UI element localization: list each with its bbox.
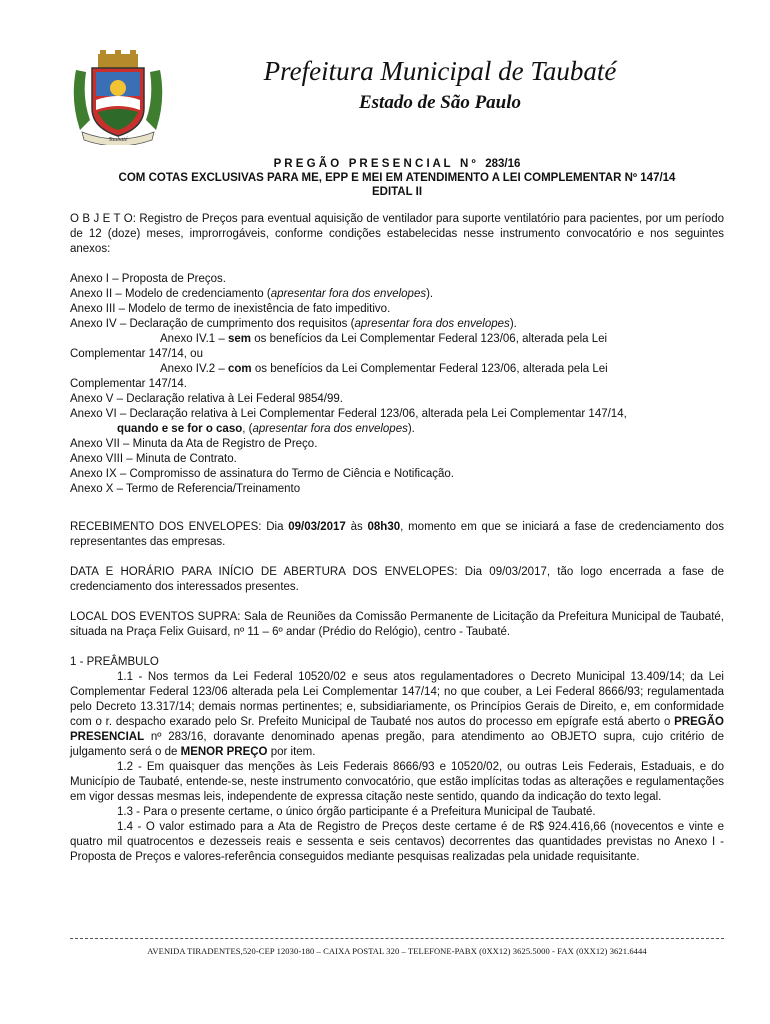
anexo-6: Anexo VI – Declaração relativa à Lei Complementar Federal 123/06, alterada pela Lei Complementar 147/14,: [70, 408, 627, 420]
anexo-4: Anexo IV – Declaração de cumprimento dos requisitos (apresentar fora dos envelopes).: [70, 318, 517, 330]
cotas-heading: COM COTAS EXCLUSIVAS PARA ME, EPP E MEI EM ATENDIMENTO A LEI COMPLEMENTAR Nº 147/14: [118, 172, 676, 184]
anexo-2: Anexo II – Modelo de credenciamento (apresentar fora dos envelopes).: [70, 288, 434, 300]
anexo-3: Anexo III – Modelo de termo de inexistência de fato impeditivo.: [70, 303, 391, 315]
anexo-1: Anexo I – Proposta de Preços.: [70, 273, 226, 285]
preambulo-1-2: 1.2 - Em quaisquer das menções às Leis Federais 8666/93 e 10520/02, ou outras Leis Federais, Estaduais, e do Município de Taubaté, entende-se, neste instrumento convocatório, que estão implícitas todas as alterações e regulamentações em vigor dessas mesmas leis, independente de expressa citação neste sentido, quando da indicação do texto legal.: [70, 761, 724, 803]
anexo-8: Anexo VIII – Minuta de Contrato.: [70, 453, 237, 465]
local-paragraph: LOCAL DOS EVENTOS SUPRA: Sala de Reuniões da Comissão Permanente de Licitação da Prefeitura Municipal de Taubaté, situada na Praça Felix Guisard, nº 11 – 6º andar (Prédio do Relógio), centro - Taubaté.: [70, 611, 724, 638]
municipal-crest-logo: [68, 50, 168, 145]
preambulo-1-3: 1.3 - Para o presente certame, o único órgão participante é a Prefeitura Municipal de Taubaté.: [117, 806, 596, 818]
footer-divider: [70, 938, 724, 939]
anexo-9: Anexo IX – Compromisso de assinatura do Termo de Ciência e Notificação.: [70, 468, 454, 480]
page-subtitle: Estado de São Paulo: [358, 92, 522, 113]
preambulo-1-1: 1.1 - Nos termos da Lei Federal 10520/02 e seus atos regulamentadores o Decreto Municipal 13.409/14; da Lei Complementar Federal 123/06 alterada pela Lei Complementar 147/14; no que couber, a Lei Federal 8666/93; regulamentada pelo Decreto 13.317/14; demais normas pertinentes; e, subsidiariamente, os Princípios Gerais de Direito, e, em conformidade com o r. despacho exarado pelo Sr. Prefeito Municipal de Taubaté nos autos do processo em epígrafe está aberto o PREGÃO PRESENCIAL nº 283/16, doravante denominado apenas pregão, para atendimento ao OBJETO supra, cujo critério de julgamento será o de MENOR PREÇO por item.: [70, 671, 724, 758]
footer-address: AVENIDA TIRADENTES,520-CEP 12030-180 – CAIXA POSTAL 320 – TELEFONE-PABX (0XX12) 3625.5000 - FAX (0XX12) 3621.6444: [147, 946, 647, 956]
anexo-7: Anexo VII – Minuta da Ata de Registro de Preço.: [70, 438, 318, 450]
anexo-10: Anexo X – Termo de Referencia/Treinamento: [70, 483, 301, 495]
document-body: [70, 212, 724, 865]
abertura-paragraph: DATA E HORÁRIO PARA INÍCIO DE ABERTURA DOS ENVELOPES: Dia 09/03/2017, tão logo encerrada a fase de credenciamento dos interessados presentes.: [70, 566, 724, 593]
anexo-6-cont: quando e se for o caso, (apresentar fora dos envelopes).: [117, 423, 415, 435]
anexo-4-1-cont: Complementar 147/14, ou: [70, 348, 203, 360]
anexo-4-2: Anexo IV.2 – com os benefícios da Lei Complementar Federal 123/06, alterada pela Lei: [160, 363, 608, 375]
edital-heading: EDITAL II: [371, 186, 423, 198]
page-title: Prefeitura Municipal de Taubaté: [263, 56, 617, 86]
anexo-4-2-cont: Complementar 147/14.: [70, 378, 187, 390]
anexo-5: Anexo V – Declaração relativa à Lei Federal 9854/99.: [70, 393, 343, 405]
pregao-heading: P R E G Ã O P R E S E N C I A L N º 283/16: [273, 158, 521, 170]
recebimento-paragraph: RECEBIMENTO DOS ENVELOPES: Dia 09/03/2017 às 08h30, momento em que se iniciará a fase de credenciamento dos representantes das empresas.: [70, 521, 724, 548]
anexo-4-1: Anexo IV.1 – sem os benefícios da Lei Complementar Federal 123/06, alterada pela Lei: [160, 333, 608, 345]
objeto-paragraph: O B J E T O: Registro de Preços para eventual aquisição de ventilador para suporte ventilatório para pacientes, por um período de 12 (doze) meses, improrrogáveis, conforme condições estabelecidas nesse instrumento convocatório e nos seguintes anexos:: [70, 213, 724, 255]
crest-banner-text: Taubaté: [108, 137, 128, 143]
preambulo-title: 1 - PREÂMBULO: [70, 656, 159, 668]
preambulo-1-4: 1.4 - O valor estimado para a Ata de Registro de Preços deste certame é de R$ 924.416,66 (novecentos e vinte e quatro mil quatrocentos e dezesseis reais e sessenta e seis centavos) decorrentes das quantidades previstas no Anexo I - Proposta de Preços e valores-referência conseguidos mediante pesquisas realizadas pela unidade requisitante.: [70, 821, 724, 863]
